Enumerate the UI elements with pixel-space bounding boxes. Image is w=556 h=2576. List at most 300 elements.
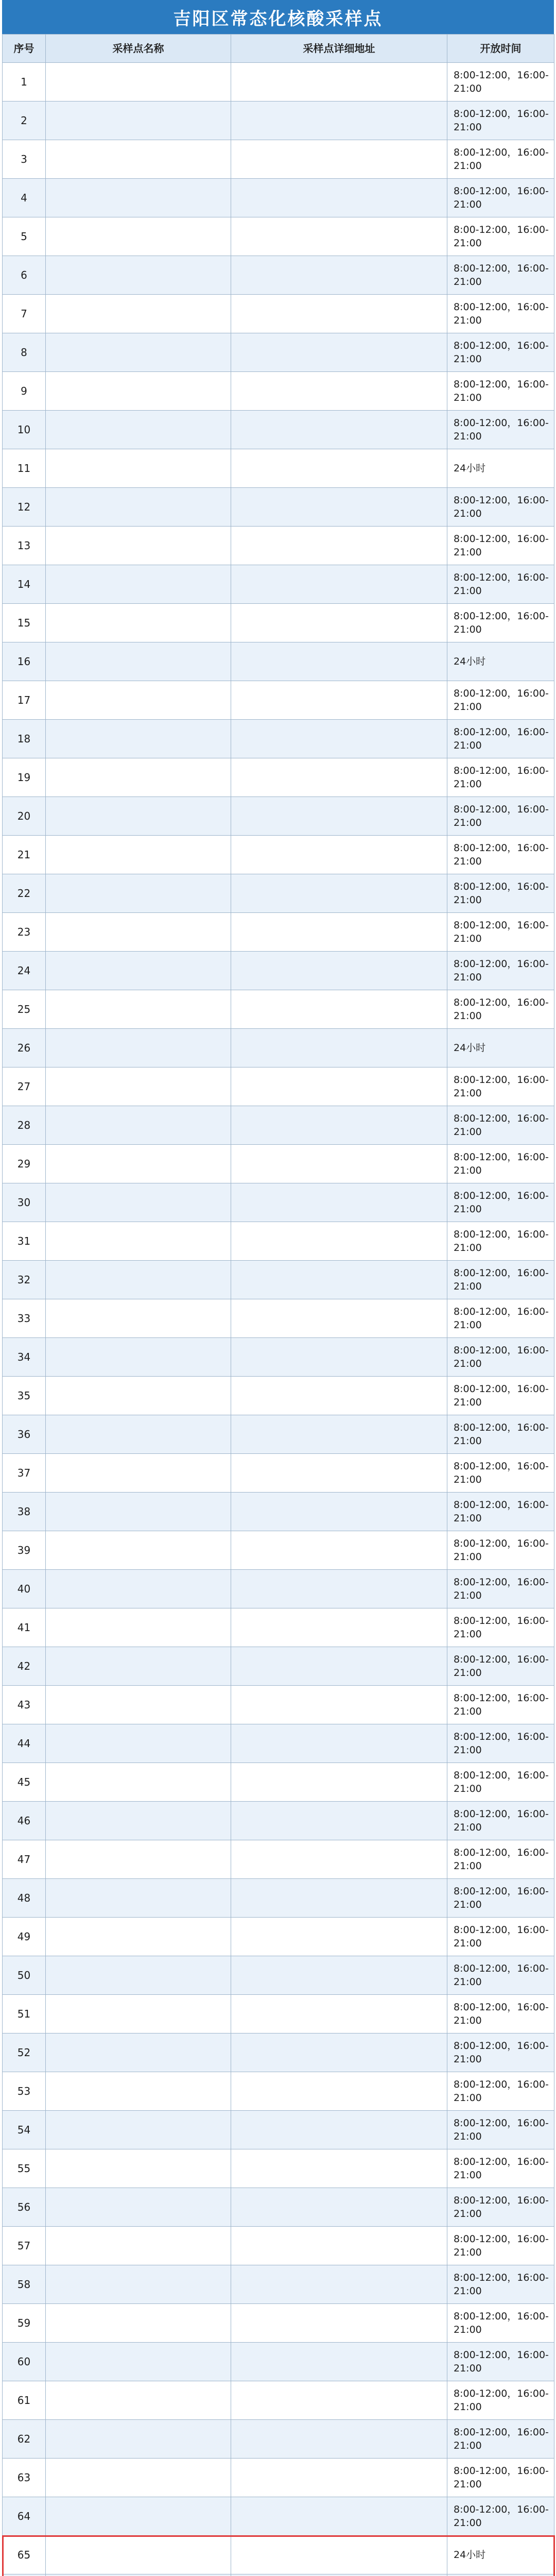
table-row bbox=[3, 295, 554, 333]
sampling-point-name bbox=[46, 2420, 231, 2459]
row-number: 40 bbox=[3, 1570, 46, 1608]
sampling-point-address bbox=[231, 372, 447, 411]
row-number: 9 bbox=[3, 372, 46, 411]
table-body bbox=[3, 63, 554, 2576]
table-row bbox=[3, 797, 554, 836]
table-row bbox=[3, 1493, 554, 1531]
sampling-point-name bbox=[46, 63, 231, 101]
table-row bbox=[3, 2227, 554, 2265]
opening-hours: 8:00-12:00，16:00-21:00 bbox=[447, 256, 554, 295]
table-row bbox=[3, 2111, 554, 2149]
sampling-point-name bbox=[46, 990, 231, 1029]
opening-hours: 8:00-12:00，16:00-21:00 bbox=[447, 1454, 554, 1493]
row-number: 24 bbox=[3, 952, 46, 990]
table-row bbox=[3, 1377, 554, 1415]
row-number: 51 bbox=[3, 1995, 46, 2033]
table-row bbox=[3, 256, 554, 295]
table-row bbox=[3, 2188, 554, 2227]
sampling-point-name bbox=[46, 1261, 231, 1299]
row-number: 45 bbox=[3, 1763, 46, 1802]
row-number: 22 bbox=[3, 874, 46, 913]
opening-hours: 8:00-12:00，16:00-21:00 bbox=[447, 63, 554, 101]
sampling-point-address bbox=[231, 1029, 447, 1067]
sampling-point-address bbox=[231, 1299, 447, 1338]
table-row bbox=[3, 1763, 554, 1802]
sampling-point-name bbox=[46, 1995, 231, 2033]
row-number: 65 bbox=[3, 2536, 46, 2574]
table-row bbox=[3, 1879, 554, 1918]
header-no: 序号 bbox=[3, 35, 46, 63]
sampling-point-name bbox=[46, 681, 231, 720]
table-row bbox=[3, 681, 554, 720]
sampling-point-name bbox=[46, 797, 231, 836]
table-row bbox=[3, 604, 554, 642]
row-number: 59 bbox=[3, 2304, 46, 2343]
opening-hours: 8:00-12:00，16:00-21:00 bbox=[447, 758, 554, 797]
sampling-point-name bbox=[46, 2459, 231, 2497]
sampling-point-address bbox=[231, 758, 447, 797]
sampling-point-address bbox=[231, 295, 447, 333]
sampling-point-address bbox=[231, 411, 447, 449]
opening-hours: 8:00-12:00，16:00-21:00 bbox=[447, 140, 554, 179]
sampling-point-address bbox=[231, 1261, 447, 1299]
sampling-point-address bbox=[231, 1724, 447, 1763]
sampling-point-address bbox=[231, 2227, 447, 2265]
row-number: 35 bbox=[3, 1377, 46, 1415]
table-row bbox=[3, 1918, 554, 1956]
row-number: 4 bbox=[3, 179, 46, 217]
opening-hours: 8:00-12:00，16:00-21:00 bbox=[447, 2227, 554, 2265]
sampling-point-name bbox=[46, 1724, 231, 1763]
table-row bbox=[3, 1724, 554, 1763]
opening-hours: 8:00-12:00，16:00-21:00 bbox=[447, 1840, 554, 1879]
sampling-point-name bbox=[46, 527, 231, 565]
sampling-point-address bbox=[231, 2111, 447, 2149]
opening-hours: 8:00-12:00，16:00-21:00 bbox=[447, 295, 554, 333]
table-row bbox=[3, 2536, 554, 2574]
opening-hours: 8:00-12:00，16:00-21:00 bbox=[447, 913, 554, 952]
sampling-point-name bbox=[46, 758, 231, 797]
sampling-point-address bbox=[231, 217, 447, 256]
table-row bbox=[3, 874, 554, 913]
sampling-point-name bbox=[46, 1608, 231, 1647]
opening-hours: 8:00-12:00，16:00-21:00 bbox=[447, 1261, 554, 1299]
sampling-point-name bbox=[46, 1454, 231, 1493]
opening-hours: 24小时 bbox=[447, 449, 554, 488]
row-number: 41 bbox=[3, 1608, 46, 1647]
sampling-point-address bbox=[231, 681, 447, 720]
sampling-point-name bbox=[46, 217, 231, 256]
table-row bbox=[3, 1840, 554, 1879]
table-row bbox=[3, 2149, 554, 2188]
opening-hours: 8:00-12:00，16:00-21:00 bbox=[447, 217, 554, 256]
sampling-points-table bbox=[2, 34, 554, 2576]
opening-hours: 8:00-12:00，16:00-21:00 bbox=[447, 604, 554, 642]
table-row bbox=[3, 411, 554, 449]
table-row bbox=[3, 2343, 554, 2381]
row-number: 19 bbox=[3, 758, 46, 797]
opening-hours: 24小时 bbox=[447, 642, 554, 681]
table-row bbox=[3, 1415, 554, 1454]
row-number: 61 bbox=[3, 2381, 46, 2420]
table-row bbox=[3, 1802, 554, 1840]
table-row bbox=[3, 1995, 554, 2033]
row-number: 37 bbox=[3, 1454, 46, 1493]
row-number: 47 bbox=[3, 1840, 46, 1879]
table-row bbox=[3, 565, 554, 604]
opening-hours: 8:00-12:00，16:00-21:00 bbox=[447, 1531, 554, 1570]
row-number: 27 bbox=[3, 1067, 46, 1106]
row-number: 56 bbox=[3, 2188, 46, 2227]
table-row bbox=[3, 836, 554, 874]
opening-hours: 8:00-12:00，16:00-21:00 bbox=[447, 411, 554, 449]
table-row bbox=[3, 488, 554, 527]
sampling-point-name bbox=[46, 1763, 231, 1802]
sampling-point-name bbox=[46, 2188, 231, 2227]
sampling-point-address bbox=[231, 179, 447, 217]
row-number: 62 bbox=[3, 2420, 46, 2459]
sampling-point-name bbox=[46, 1222, 231, 1261]
table-row bbox=[3, 1608, 554, 1647]
row-number: 33 bbox=[3, 1299, 46, 1338]
row-number: 10 bbox=[3, 411, 46, 449]
header-time: 开放时间 bbox=[447, 35, 554, 63]
table-row bbox=[3, 1647, 554, 1686]
sampling-point-name bbox=[46, 2227, 231, 2265]
row-number: 13 bbox=[3, 527, 46, 565]
sampling-point-name bbox=[46, 1183, 231, 1222]
sampling-point-address bbox=[231, 1493, 447, 1531]
table-row bbox=[3, 372, 554, 411]
sampling-point-address bbox=[231, 1879, 447, 1918]
opening-hours: 8:00-12:00，16:00-21:00 bbox=[447, 1145, 554, 1183]
opening-hours: 8:00-12:00，16:00-21:00 bbox=[447, 1299, 554, 1338]
row-number: 31 bbox=[3, 1222, 46, 1261]
table-row bbox=[3, 63, 554, 101]
row-number: 54 bbox=[3, 2111, 46, 2149]
opening-hours: 8:00-12:00，16:00-21:00 bbox=[447, 1222, 554, 1261]
table-row bbox=[3, 2381, 554, 2420]
row-number: 34 bbox=[3, 1338, 46, 1377]
sampling-point-address bbox=[231, 2072, 447, 2111]
opening-hours: 8:00-12:00，16:00-21:00 bbox=[447, 2304, 554, 2343]
sampling-point-address bbox=[231, 256, 447, 295]
row-number: 49 bbox=[3, 1918, 46, 1956]
opening-hours: 8:00-12:00，16:00-21:00 bbox=[447, 2188, 554, 2227]
opening-hours: 24小时 bbox=[447, 1029, 554, 1067]
table-header-row bbox=[3, 35, 554, 63]
sampling-point-address bbox=[231, 1763, 447, 1802]
sampling-point-name bbox=[46, 2536, 231, 2574]
sampling-point-name bbox=[46, 1956, 231, 1995]
table-row bbox=[3, 2265, 554, 2304]
sampling-point-address bbox=[231, 1067, 447, 1106]
row-number: 29 bbox=[3, 1145, 46, 1183]
sampling-point-name bbox=[46, 1531, 231, 1570]
opening-hours: 24小时 bbox=[447, 2536, 554, 2574]
opening-hours: 8:00-12:00，16:00-21:00 bbox=[447, 1570, 554, 1608]
opening-hours: 8:00-12:00，16:00-21:00 bbox=[447, 1608, 554, 1647]
table-row bbox=[3, 1029, 554, 1067]
sampling-point-address bbox=[231, 1377, 447, 1415]
table-row bbox=[3, 1454, 554, 1493]
sampling-point-address bbox=[231, 1454, 447, 1493]
table-row bbox=[3, 990, 554, 1029]
sampling-point-address bbox=[231, 449, 447, 488]
table-row bbox=[3, 217, 554, 256]
sampling-point-address bbox=[231, 1570, 447, 1608]
sampling-point-name bbox=[46, 488, 231, 527]
page-title: 吉阳区常态化核酸采样点 bbox=[2, 0, 554, 34]
row-number: 36 bbox=[3, 1415, 46, 1454]
opening-hours: 8:00-12:00，16:00-21:00 bbox=[447, 527, 554, 565]
sampling-point-address bbox=[231, 836, 447, 874]
sampling-point-name bbox=[46, 333, 231, 372]
opening-hours: 8:00-12:00，16:00-21:00 bbox=[447, 1686, 554, 1724]
sampling-point-name bbox=[46, 2033, 231, 2072]
sampling-point-address bbox=[231, 527, 447, 565]
sampling-point-name bbox=[46, 1145, 231, 1183]
sampling-point-address bbox=[231, 1415, 447, 1454]
row-number: 15 bbox=[3, 604, 46, 642]
row-number: 23 bbox=[3, 913, 46, 952]
opening-hours: 8:00-12:00，16:00-21:00 bbox=[447, 1183, 554, 1222]
header-address: 采样点详细地址 bbox=[231, 35, 447, 63]
sampling-point-address bbox=[231, 1531, 447, 1570]
sampling-point-address bbox=[231, 1840, 447, 1879]
row-number: 25 bbox=[3, 990, 46, 1029]
row-number: 38 bbox=[3, 1493, 46, 1531]
opening-hours: 8:00-12:00，16:00-21:00 bbox=[447, 2343, 554, 2381]
sampling-point-name bbox=[46, 604, 231, 642]
sampling-point-address bbox=[231, 2343, 447, 2381]
sampling-point-address bbox=[231, 488, 447, 527]
table-row bbox=[3, 2420, 554, 2459]
sampling-point-address bbox=[231, 913, 447, 952]
opening-hours: 8:00-12:00，16:00-21:00 bbox=[447, 1377, 554, 1415]
row-number: 11 bbox=[3, 449, 46, 488]
sampling-point-name bbox=[46, 2343, 231, 2381]
row-number: 14 bbox=[3, 565, 46, 604]
sampling-point-address bbox=[231, 2574, 447, 2576]
row-number: 42 bbox=[3, 1647, 46, 1686]
opening-hours: 8:00-12:00，16:00-21:00 bbox=[447, 720, 554, 758]
table-row bbox=[3, 642, 554, 681]
table-row bbox=[3, 140, 554, 179]
sampling-point-name bbox=[46, 2149, 231, 2188]
sampling-point-name bbox=[46, 2111, 231, 2149]
table-row bbox=[3, 333, 554, 372]
opening-hours: 8:00-12:00，16:00-21:00 bbox=[447, 179, 554, 217]
sampling-point-name bbox=[46, 642, 231, 681]
opening-hours: 8:00-12:00，16:00-21:00 bbox=[447, 1724, 554, 1763]
sampling-point-name bbox=[46, 565, 231, 604]
sampling-point-name bbox=[46, 720, 231, 758]
row-number: 26 bbox=[3, 1029, 46, 1067]
sampling-point-address bbox=[231, 990, 447, 1029]
opening-hours: 8:00-12:00，16:00-21:00 bbox=[447, 797, 554, 836]
opening-hours: 8:00-12:00，16:00-21:00 bbox=[447, 2033, 554, 2072]
sampling-point-address bbox=[231, 874, 447, 913]
table-row bbox=[3, 1956, 554, 1995]
table-row bbox=[3, 720, 554, 758]
sampling-point-address bbox=[231, 2265, 447, 2304]
sampling-point-name bbox=[46, 1029, 231, 1067]
opening-hours: 8:00-12:00，16:00-21:00 bbox=[447, 372, 554, 411]
row-number: 2 bbox=[3, 101, 46, 140]
sampling-point-name bbox=[46, 2265, 231, 2304]
sampling-point-address bbox=[231, 333, 447, 372]
opening-hours: 8:00-12:00，16:00-21:00 bbox=[447, 952, 554, 990]
sampling-point-name bbox=[46, 1415, 231, 1454]
sampling-point-name bbox=[46, 1802, 231, 1840]
opening-hours: 8:00-12:00，16:00-21:00 bbox=[447, 1338, 554, 1377]
sampling-point-name bbox=[46, 1686, 231, 1724]
row-number: 8 bbox=[3, 333, 46, 372]
row-number: 52 bbox=[3, 2033, 46, 2072]
opening-hours: 8:00-12:00，16:00-21:00 bbox=[447, 1493, 554, 1531]
sampling-point-address bbox=[231, 1647, 447, 1686]
sampling-point-address bbox=[231, 2188, 447, 2227]
table-row bbox=[3, 1338, 554, 1377]
sampling-point-address bbox=[231, 2381, 447, 2420]
sampling-point-address bbox=[231, 1338, 447, 1377]
sampling-point-address bbox=[231, 1222, 447, 1261]
sampling-point-address bbox=[231, 1802, 447, 1840]
sampling-point-address bbox=[231, 63, 447, 101]
sampling-point-name bbox=[46, 372, 231, 411]
sampling-point-address bbox=[231, 1995, 447, 2033]
table-row bbox=[3, 1570, 554, 1608]
opening-hours: 8:00-12:00，16:00-21:00 bbox=[447, 2149, 554, 2188]
table-row bbox=[3, 527, 554, 565]
table-row bbox=[3, 2459, 554, 2497]
sampling-point-address bbox=[231, 2497, 447, 2536]
opening-hours: 8:00-12:00，16:00-21:00 bbox=[447, 1879, 554, 1918]
row-number: 58 bbox=[3, 2265, 46, 2304]
sampling-point-address bbox=[231, 604, 447, 642]
sampling-point-name bbox=[46, 1879, 231, 1918]
opening-hours: 8:00-12:00，16:00-21:00 bbox=[447, 1995, 554, 2033]
opening-hours: 8:00-12:00，16:00-21:00 bbox=[447, 681, 554, 720]
sampling-point-name bbox=[46, 836, 231, 874]
sampling-point-address bbox=[231, 1918, 447, 1956]
sampling-point-name bbox=[46, 140, 231, 179]
row-number: 50 bbox=[3, 1956, 46, 1995]
sampling-point-address bbox=[231, 2420, 447, 2459]
sampling-point-address bbox=[231, 2536, 447, 2574]
row-number: 18 bbox=[3, 720, 46, 758]
opening-hours: 8:00-12:00，16:00-21:00 bbox=[447, 1956, 554, 1995]
row-number bbox=[3, 2574, 46, 2576]
table-row bbox=[3, 2304, 554, 2343]
sampling-point-name bbox=[46, 2072, 231, 2111]
row-number: 7 bbox=[3, 295, 46, 333]
row-number: 39 bbox=[3, 1531, 46, 1570]
sampling-point-address bbox=[231, 720, 447, 758]
header-name: 采样点名称 bbox=[46, 35, 231, 63]
row-number: 1 bbox=[3, 63, 46, 101]
opening-hours: 8:00-12:00，16:00-21:00 bbox=[447, 1802, 554, 1840]
sampling-point-address bbox=[231, 2304, 447, 2343]
row-number: 6 bbox=[3, 256, 46, 295]
sampling-point-address bbox=[231, 797, 447, 836]
table-row bbox=[3, 1261, 554, 1299]
table-row bbox=[3, 1686, 554, 1724]
sampling-point-name bbox=[46, 101, 231, 140]
opening-hours: 8:00-12:00，16:00-21:00 bbox=[447, 1918, 554, 1956]
opening-hours: 8:00-12:00，16:00-21:00 bbox=[447, 1647, 554, 1686]
sampling-point-name bbox=[46, 2497, 231, 2536]
table-row bbox=[3, 2574, 554, 2576]
table-row bbox=[3, 1145, 554, 1183]
row-number: 28 bbox=[3, 1106, 46, 1145]
table-row bbox=[3, 952, 554, 990]
opening-hours: 8:00-12:00，16:00-21:00 bbox=[447, 990, 554, 1029]
table-row bbox=[3, 101, 554, 140]
row-number: 16 bbox=[3, 642, 46, 681]
table-row bbox=[3, 179, 554, 217]
sampling-point-address bbox=[231, 140, 447, 179]
sampling-point-address bbox=[231, 1145, 447, 1183]
sampling-point-address bbox=[231, 1183, 447, 1222]
opening-hours: 8:00-12:00，16:00-21:00 bbox=[447, 874, 554, 913]
table-row bbox=[3, 1299, 554, 1338]
sampling-point-name bbox=[46, 295, 231, 333]
row-number: 60 bbox=[3, 2343, 46, 2381]
row-number: 17 bbox=[3, 681, 46, 720]
sampling-point-name bbox=[46, 1338, 231, 1377]
opening-hours: 8:00-12:00，16:00-21:00 bbox=[447, 2420, 554, 2459]
sampling-point-address bbox=[231, 2033, 447, 2072]
opening-hours: 8:00-12:00，16:00-21:00 bbox=[447, 1763, 554, 1802]
sampling-point-address bbox=[231, 2149, 447, 2188]
sampling-point-name bbox=[46, 2381, 231, 2420]
sampling-point-name bbox=[46, 1067, 231, 1106]
sampling-point-name bbox=[46, 1106, 231, 1145]
sampling-point-name bbox=[46, 1647, 231, 1686]
table-row bbox=[3, 1067, 554, 1106]
row-number: 30 bbox=[3, 1183, 46, 1222]
opening-hours bbox=[447, 2574, 554, 2576]
row-number: 5 bbox=[3, 217, 46, 256]
sampling-point-name bbox=[46, 1299, 231, 1338]
opening-hours: 8:00-12:00，16:00-21:00 bbox=[447, 2111, 554, 2149]
table-row bbox=[3, 2497, 554, 2536]
sampling-point-name bbox=[46, 952, 231, 990]
row-number: 48 bbox=[3, 1879, 46, 1918]
sampling-point-address bbox=[231, 642, 447, 681]
sampling-point-name bbox=[46, 256, 231, 295]
sampling-point-name bbox=[46, 913, 231, 952]
row-number: 46 bbox=[3, 1802, 46, 1840]
opening-hours: 8:00-12:00，16:00-21:00 bbox=[447, 2265, 554, 2304]
row-number: 3 bbox=[3, 140, 46, 179]
sampling-point-name bbox=[46, 179, 231, 217]
sampling-point-name bbox=[46, 2574, 231, 2576]
table-row bbox=[3, 2072, 554, 2111]
sampling-point-address bbox=[231, 2459, 447, 2497]
sampling-point-name bbox=[46, 874, 231, 913]
sampling-point-name bbox=[46, 1840, 231, 1879]
row-number: 63 bbox=[3, 2459, 46, 2497]
row-number: 57 bbox=[3, 2227, 46, 2265]
opening-hours: 8:00-12:00，16:00-21:00 bbox=[447, 2459, 554, 2497]
table-row bbox=[3, 449, 554, 488]
sampling-point-address bbox=[231, 1106, 447, 1145]
table-row bbox=[3, 1222, 554, 1261]
opening-hours: 8:00-12:00，16:00-21:00 bbox=[447, 565, 554, 604]
